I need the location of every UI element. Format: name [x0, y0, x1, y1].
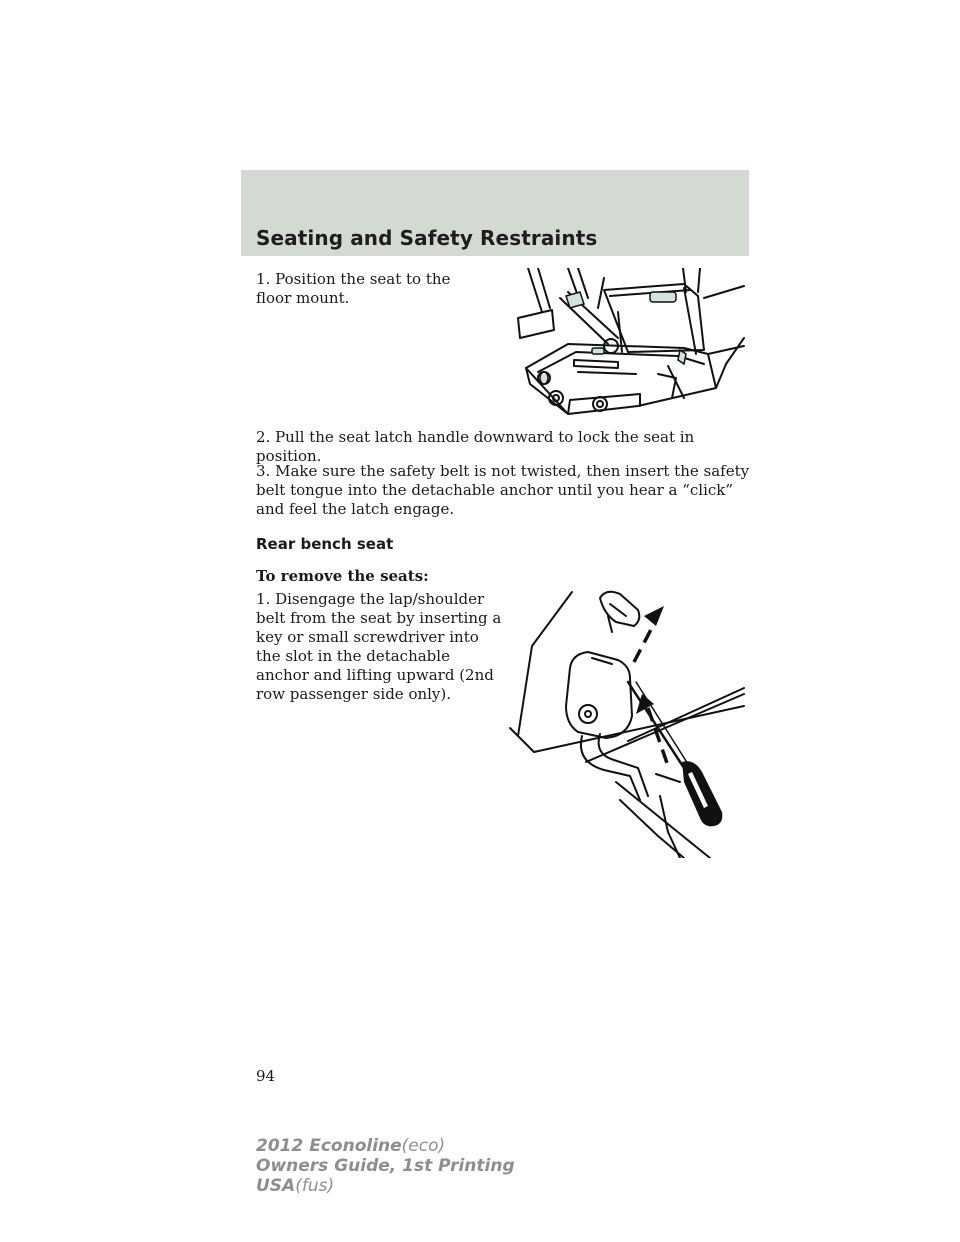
footer-region-code: (fus): [295, 1176, 335, 1196]
remove-step-1-text: 1. Disengage the lap/shoulder belt from the seat by inserting a key or small screwdriver into the slot in the detachable anchor and lifting upward (2nd row passenger side only).: [256, 590, 502, 703]
footer-region: USA: [256, 1176, 296, 1196]
step-1-text: 1. Position the seat to the floor mount.: [256, 270, 451, 307]
footer-region-line: [256, 1176, 515, 1196]
step-3-text: 3. Make sure the safety belt is not twisted, then insert the safety belt tongue into the detachable anchor until you hear a “click” and feel the latch engage.: [256, 462, 750, 518]
section-title: Seating and Safety Restraints: [256, 226, 598, 250]
remove-seats-heading: To remove the seats:: [256, 567, 429, 585]
footer-model-line: [256, 1136, 515, 1156]
footer-guide: Owners Guide, 1st Printing: [256, 1156, 515, 1176]
detachable-anchor-illustration: [508, 586, 746, 858]
footer-model-code: (eco): [401, 1136, 446, 1156]
footer-model: 2012 Econoline: [256, 1136, 402, 1156]
rear-bench-seat-heading: Rear bench seat: [256, 535, 394, 553]
step-2-text: 2. Pull the seat latch handle downward to lock the seat in position.: [256, 428, 695, 465]
footer: [256, 1136, 515, 1196]
page-number: 94: [256, 1067, 276, 1085]
seat-floor-mount-illustration: [508, 268, 746, 416]
